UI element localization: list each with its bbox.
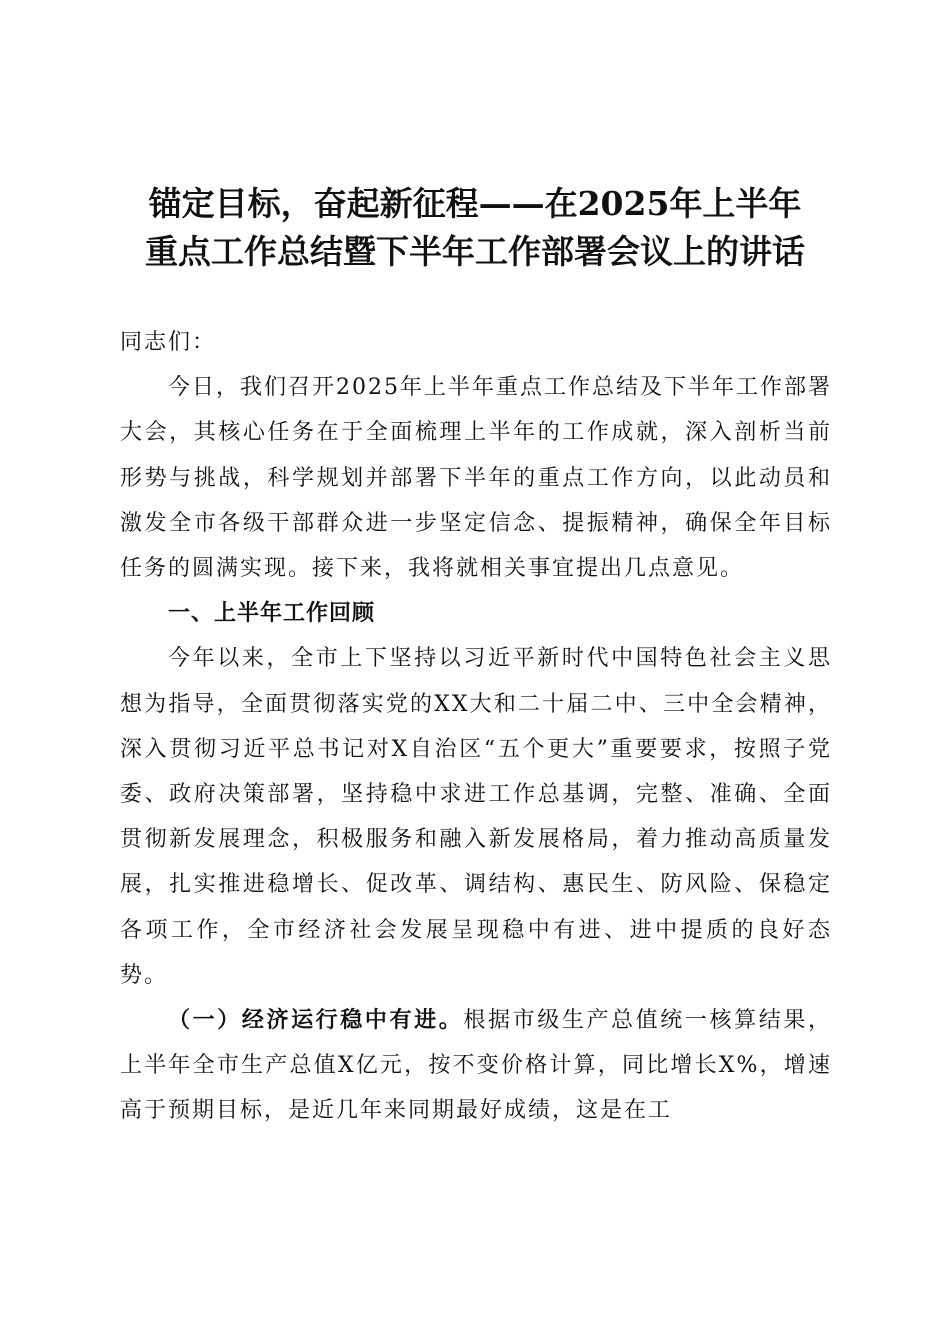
document-title <box>100 180 850 276</box>
section-paragraph: 今年以来，全市上下坚持以习近平新时代中国特色社会主义思想为指导，全面贯彻落实党的XX大和二十届二中、三中全会精神，深入贯彻习近平总书记对X自治区“五个更大”重要要求，按照子党委、政府决策部署，坚持稳中求进工作总基调，完整、准确、全面贯彻新发展理念，积极服务和融入新发展格局，着力推动高质量发展，扎实推进稳增长、促改革、调结构、惠民生、防风险、保稳定各项工作，全市经济社会发展呈现稳中有进、进中提质的良好态势。 <box>120 646 832 988</box>
subsection-lead: （一）经济运行稳中有进。 <box>168 1007 464 1034</box>
section-heading: 一、上半年工作回顾 <box>168 601 376 627</box>
title-line-2: 重点工作总结暨下半年工作部署会议上的讲话 <box>145 232 805 271</box>
title-line-1: 锚定目标，奋起新征程——在2025年上半年 <box>148 184 802 223</box>
subsection-text: 根据市级生产总值统一核算结果，上半年全市生产总值X亿元，按不变价格计算，同比增长X%，增速高于预期目标，是近几年来同期最好成绩，这是在工 <box>120 1008 832 1124</box>
salutation: 同志们： <box>120 330 217 355</box>
subsection-paragraph <box>120 998 832 1134</box>
document-body <box>120 320 832 1134</box>
intro-paragraph: 今日，我们召开2025年上半年重点工作总结及下半年工作部署大会，其核心任务在于全面梳理上半年的工作成就，深入剖析当前形势与挑战，科学规划并部署下半年的重点工作方向，以此动员和激发全市各级干部群众进一步坚定信念、提振精神，确保全年目标任务的圆满实现。接下来，我将就相关事宜提出几点意见。 <box>120 375 832 582</box>
